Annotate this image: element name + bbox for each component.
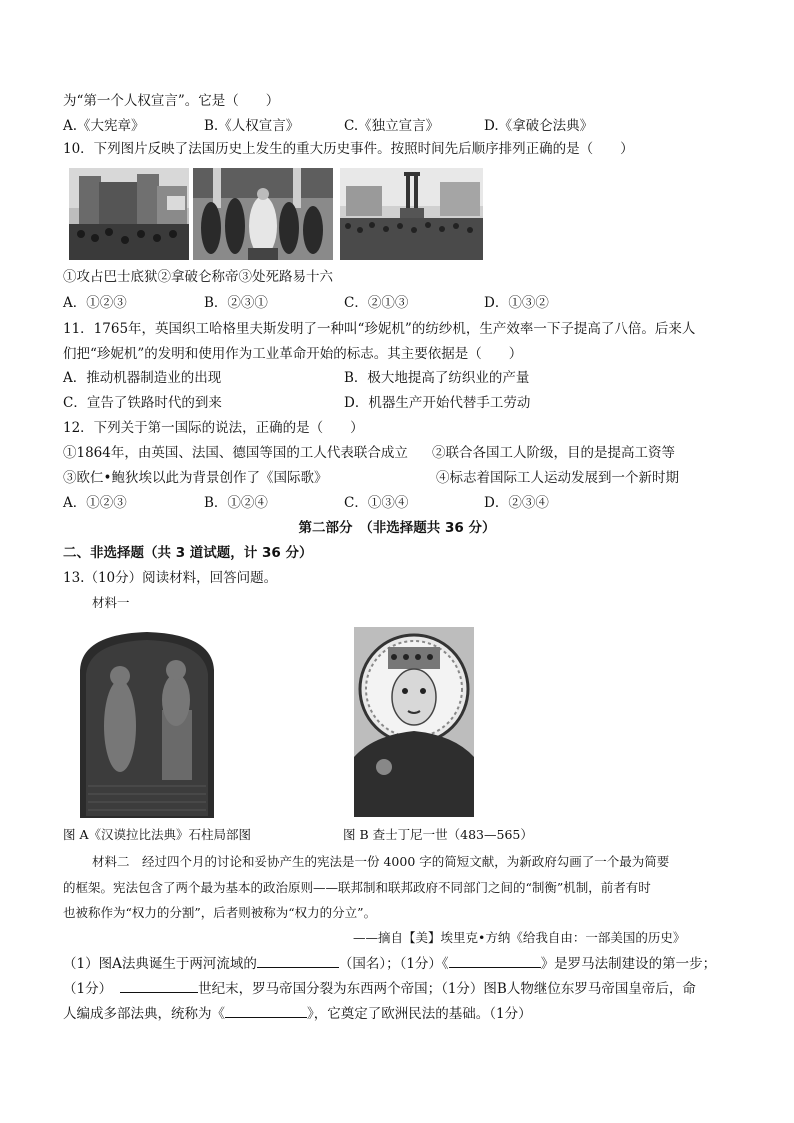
q10-caption: ①攻占巴士底狱②拿破仑称帝③处死路易十六 [63,269,333,285]
q13-sub1-text-a: （1）图A法典诞生于两河流域的 [63,956,257,972]
q13-sub1-text-c: 》是罗马法制建设的第一步； [540,956,717,972]
part2-title: 第二部分 （非选择题共 36 分） [298,520,496,536]
q13-sub1-text-e: 世纪末，罗马帝国分裂为东西两个帝国；（1分）图B人物继位东罗马帝国皇帝后，命 [198,981,696,997]
q12-item-1: ①1864年，由英国、法国、德国等国的工人代表联合成立 [63,445,408,461]
justinian-mosaic-image [354,627,474,817]
q12-option-d: D．②③④ [484,495,549,511]
q12-option-c: C．①③④ [344,495,409,511]
caption-figure-a: 图 A《汉谟拉比法典》石柱局部图 [63,827,252,842]
q13-sub1-line3 [63,1004,532,1023]
q12-item-3: ③欧仁•鲍狄埃以此为背景创作了《国际歌》 [63,470,328,486]
country-answer-blank[interactable] [257,954,339,968]
code-answer-blank[interactable] [225,1004,307,1018]
q13-sub1-text-d: （1分） [63,981,113,997]
q11-option-d: D．机器生产开始代替手工劳动 [344,395,531,411]
hammurabi-stele-image [76,630,218,818]
q12-stem: 12．下列关于第一国际的说法，正确的是（ ） [63,420,364,436]
q12-item-4: ④标志着国际工人运动发展到一个新时期 [436,470,679,486]
material2-line3: 也被称作为“权力的分割”，后者则被称为“权力的分立”。 [63,905,377,920]
roman-law-answer-blank[interactable] [449,954,541,968]
q9-option-d: D.《拿破仑法典》 [484,118,594,134]
q11-option-a: A．推动机器制造业的出现 [63,370,222,386]
q11-option-b: B．极大地提高了纺织业的产量 [344,370,530,386]
q11-stem-line1: 11．1765年，英国织工哈格里夫斯发明了一种叫“珍妮机”的纺纱机，生产效率一下子提高了八倍。后来人 [63,321,696,337]
q12-option-b: B．①②④ [204,495,268,511]
material1-label: 材料一 [92,595,130,610]
material2-line1: 材料二 经过四个月的讨论和妥协产生的宪法是一份 4000 字的简短文献，为新政府勾画了一个最为简要 [92,854,670,869]
q10-option-c: C．②①③ [344,295,409,311]
napoleon-coronation-image [193,168,333,260]
q13-sub1-text-f: 人编成多部法典，统称为《 [63,1006,225,1022]
material2-source: ——摘自【美】埃里克•方纳《给我自由：一部美国的历史》 [353,930,686,945]
q9-option-b: B.《人权宣言》 [204,118,300,134]
q9-option-a: A.《大宪章》 [63,118,145,134]
q10-option-d: D．①③② [484,295,549,311]
part2-section-heading: 二、非选择题（共 3 道试题，计 36 分） [63,545,313,561]
q13-sub1-line2 [63,979,696,998]
q13-sub1-line1 [63,954,716,973]
q11-stem-line2: 们把“珍妮机”的发明和使用作为工业革命开始的标志。其主要依据是（ ） [63,346,523,362]
q9-option-c: C.《独立宣言》 [344,118,440,134]
caption-figure-b: 图 B 查士丁尼一世（483—565） [343,827,533,842]
q13-sub1-text-b: （国名）；（1分）《 [338,956,449,972]
q10-stem: 10．下列图片反映了法国历史上发生的重大历史事件。按照时间先后顺序排列正确的是（ ） [63,141,634,157]
q13-stem: 13.（10分）阅读材料，回答问题。 [63,570,278,586]
q13-sub1-text-g: 》，它奠定了欧洲民法的基础。（1分） [307,1006,532,1022]
q12-option-a: A．①②③ [63,495,127,511]
q10-option-b: B．②③① [204,295,268,311]
bastille-image [69,168,189,260]
q12-item-2: ②联合各国工人阶级，目的是提高工资等 [432,445,675,461]
execution-louis-xvi-image [340,168,483,260]
q11-option-c: C．宣告了铁路时代的到来 [63,395,222,411]
material2-line2: 的框架。宪法包含了两个最为基本的政治原则——联邦制和联邦政府不同部门之间的“制衡”机制，前者有时 [63,880,651,895]
q9-stem-tail: 为“第一个人权宣言”。它是（ ） [63,93,280,109]
century-answer-blank[interactable] [120,979,198,993]
q10-option-a: A．①②③ [63,295,127,311]
